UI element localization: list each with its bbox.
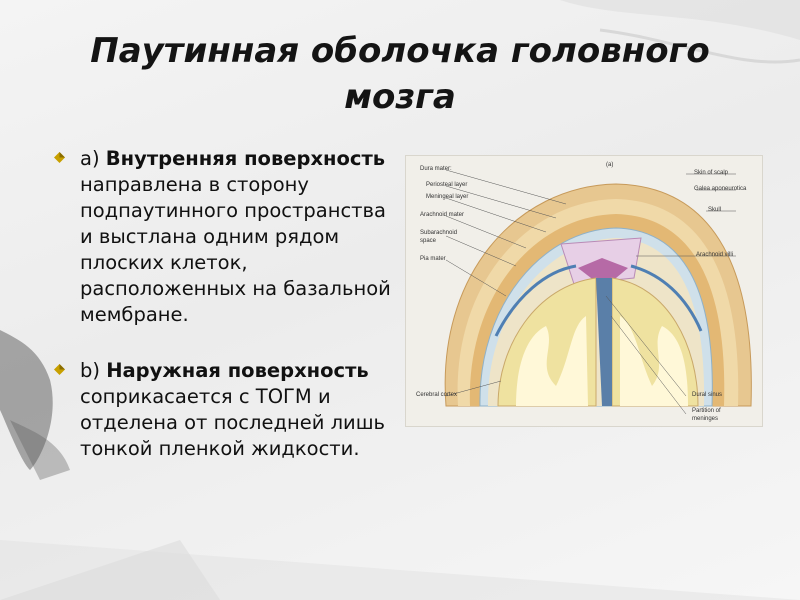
bullet-bold-term: Внутренняя поверхность [105,147,386,170]
label-space: space [420,238,437,244]
bullet-icon [54,364,65,375]
label-periosteal: Periosteal layer [426,182,468,188]
label-meninges: meninges [692,416,719,422]
bullet-bold-term: Наружная поверхность [106,359,369,382]
label-skull: Skull [708,207,722,213]
bullet-text: соприкасается с ТОГМ и отделена от последней лишь тонкой пленкой жидкости. [80,385,386,460]
bullet-outer-surface [52,358,402,462]
label-meningeal: Meningeal layer [426,194,469,200]
meninges-illustration [405,155,763,427]
label-galea: Galea aponeurotica [694,186,747,192]
label-arachnoid: Arachnoid mater [420,212,465,218]
bullet-list [52,146,402,462]
slide-title: Паутинная оболочка головного мозга [90,31,710,117]
label-dura-mater: Dura mater: [420,166,452,172]
bullet-marker: b) [80,359,100,382]
bullet-text: направлена в сторону подпаутинного пространства и выстлана одним рядом плоских клеток, расположенных на базальной мембране. [80,173,391,326]
bullet-marker: a) [80,147,100,170]
label-cerebral-cortex: Cerebral cortex [416,392,458,398]
label-subarachnoid: Subarachnoid [420,230,458,236]
label-partition: Partition of [692,408,721,414]
label-skin-scalp: Skin of scalp [694,170,729,176]
label-arachnoid-villi: Arachnoid villi [696,252,734,258]
label-pia-mater: Pia mater [420,256,446,262]
bullet-icon [54,152,65,163]
bullet-inner-surface [52,146,402,328]
label-dural-sinus: Dural sinus [692,392,723,398]
panel-label: (a) [606,162,614,168]
